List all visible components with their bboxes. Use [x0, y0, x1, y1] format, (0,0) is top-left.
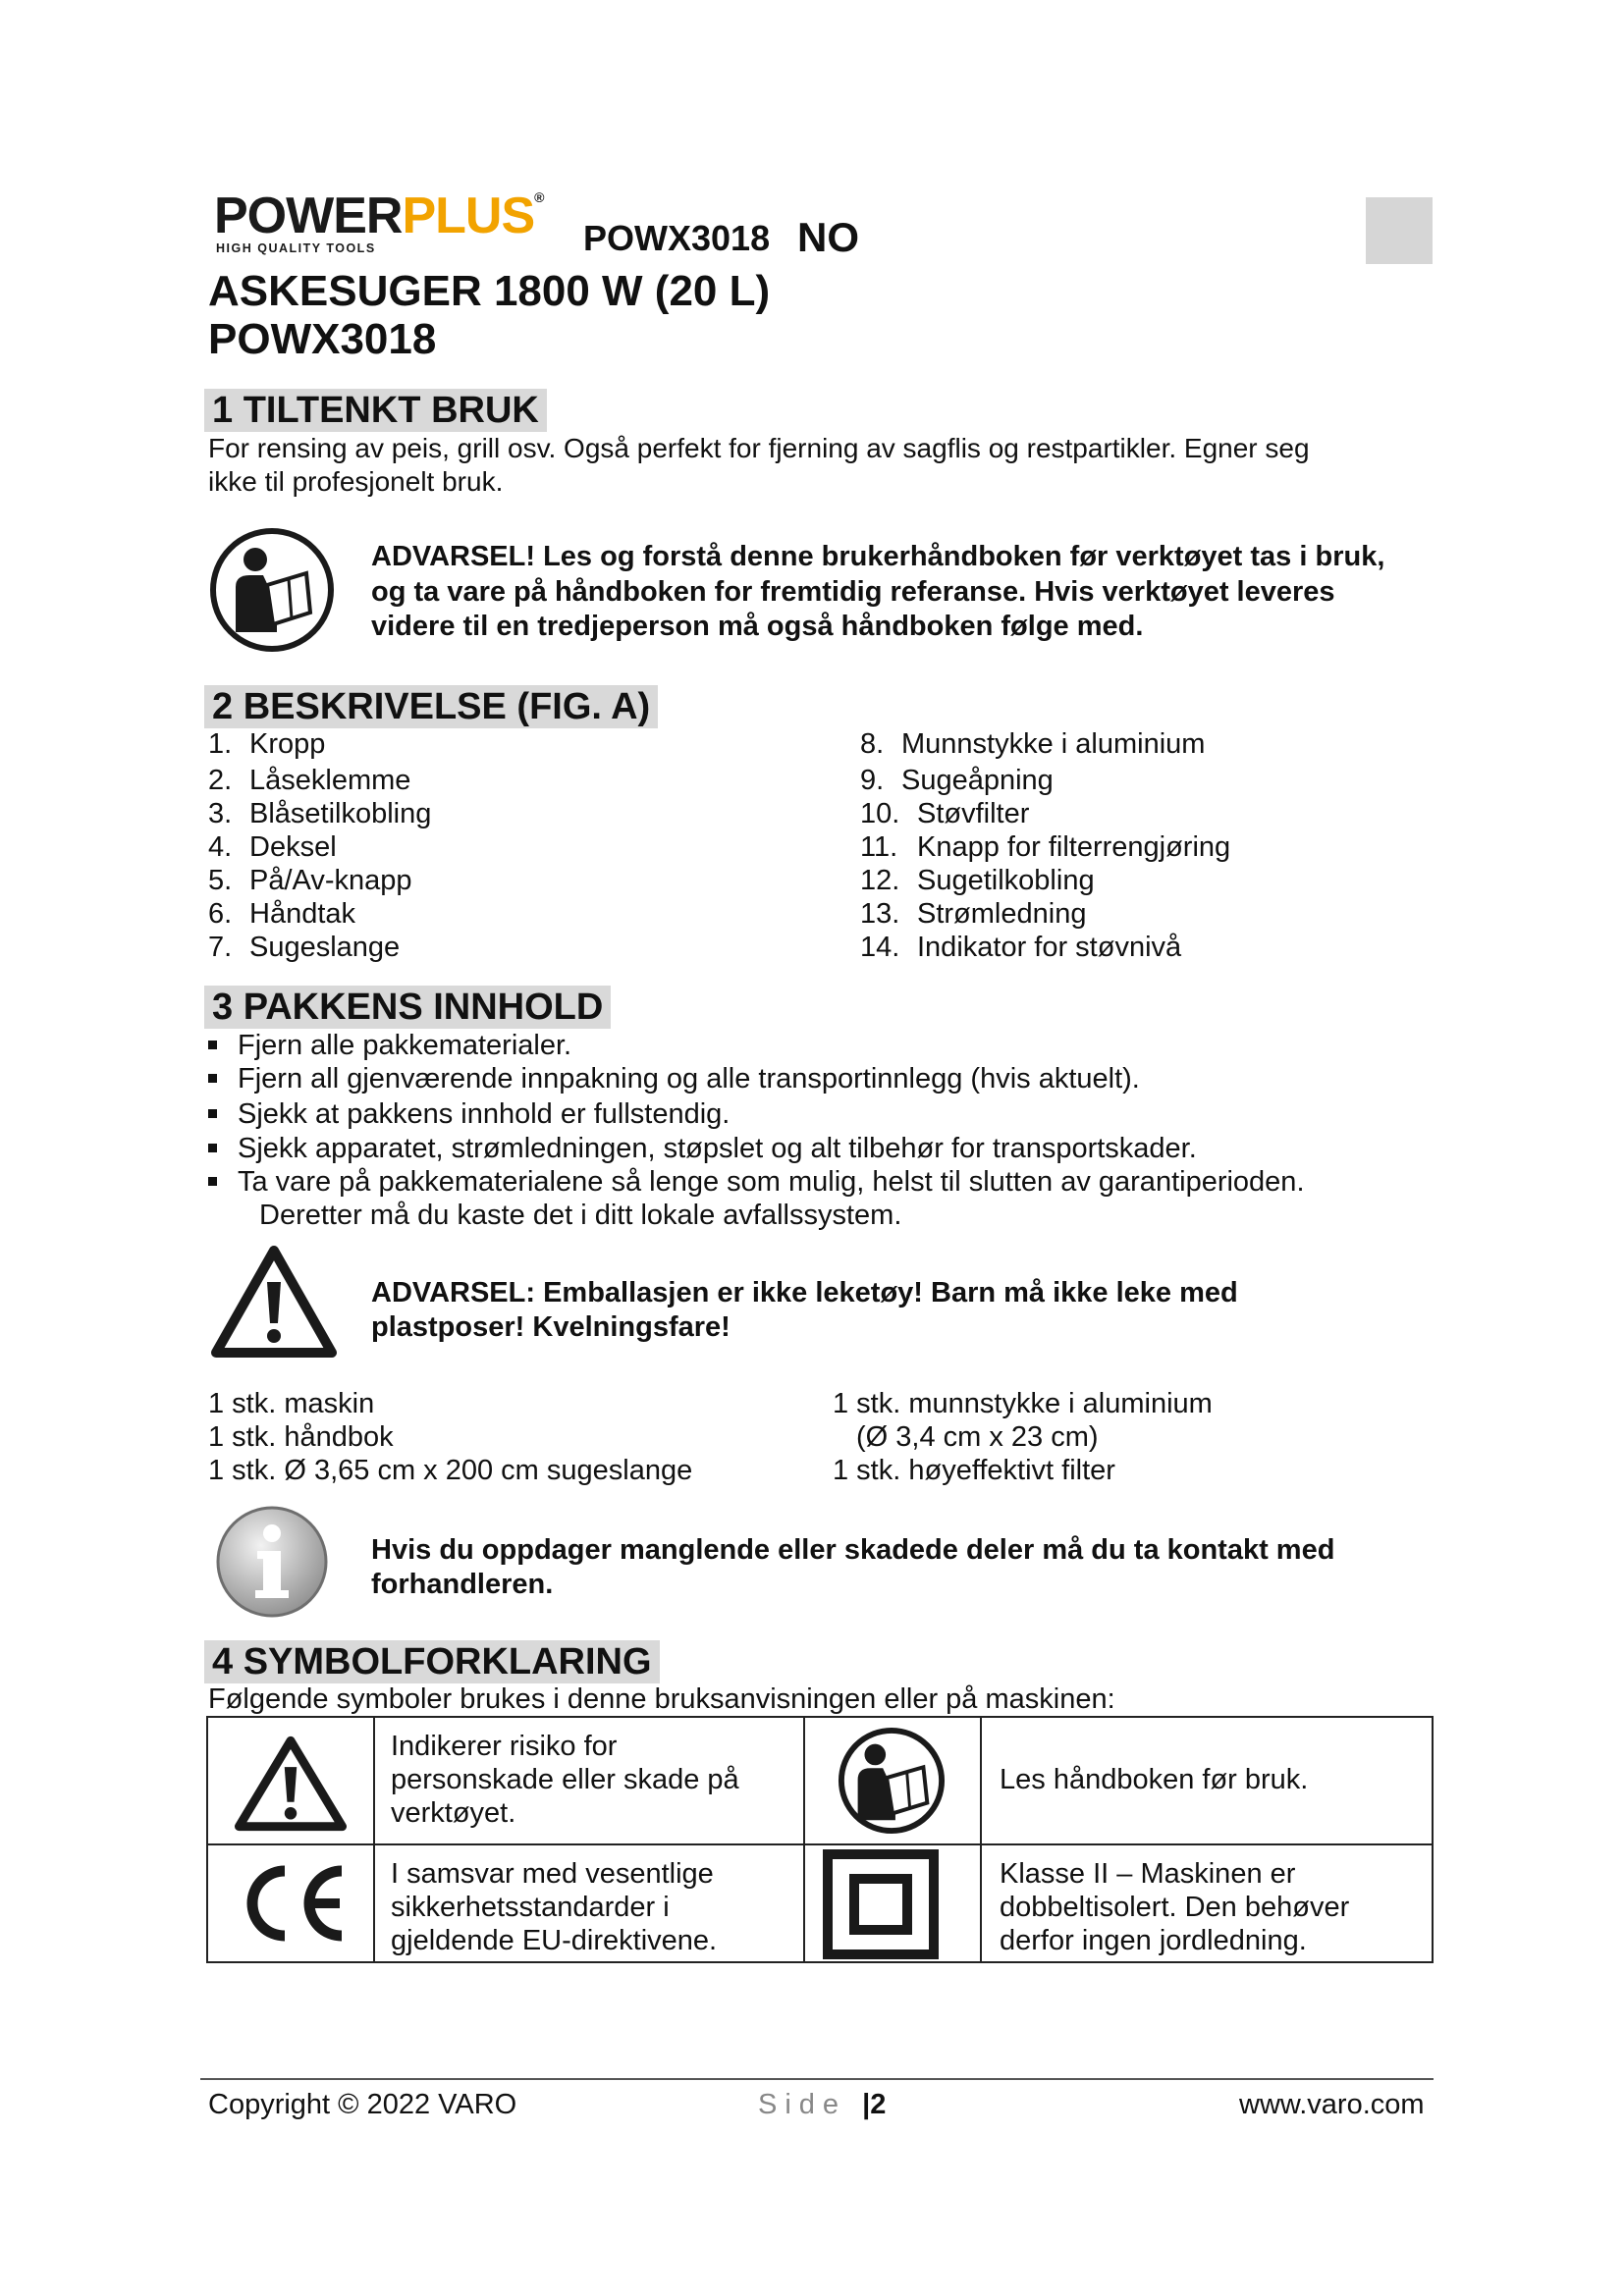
section-heading-symbols: 4 SYMBOLFORKLARING: [204, 1640, 660, 1683]
warning-triangle-icon: [234, 1735, 348, 1832]
bullet-continuation: Deretter må du kaste det i ditt lokale avfallssystem.: [259, 1200, 902, 1231]
manual-reading-icon: [208, 526, 336, 654]
warning-packaging-line: ADVARSEL: Emballasjen er ikke leketøy! Barn må ikke leke med: [371, 1277, 1238, 1308]
list-item: Fjern all gjenværende innpakning og alle transportinnlegg (hvis aktuelt).: [208, 1062, 1140, 1095]
list-item: 6. Håndtak: [208, 898, 356, 930]
logo-power-text: POWER: [214, 187, 403, 244]
section-heading-description: 2 BESKRIVELSE (FIG. A): [204, 685, 658, 728]
page-subtitle-model: POWX3018: [208, 315, 437, 363]
symbol-description: Klasse II – Maskinen er dobbeltisolert. Den behøver derfor ingen jordledning.: [1000, 1858, 1350, 1956]
list-item: 14. Indikator for støvnivå: [860, 932, 1182, 963]
symbol-description: I samsvar med vesentlige sikkerhetsstandarder i gjeldende EU-direktivene.: [391, 1858, 718, 1956]
symbol-description: Les håndboken før bruk.: [1000, 1764, 1309, 1795]
warning-triangle-icon: [210, 1245, 338, 1359]
list-item: 8. Munnstykke i aluminium: [860, 728, 1206, 760]
info-missing-parts-line: Hvis du oppdager manglende eller skadede deler må du ta kontakt med: [371, 1534, 1335, 1566]
list-item: Sjekk at pakkens innhold er fullstendig.: [208, 1097, 730, 1131]
footer-copyright: Copyright © 2022 VARO: [208, 2089, 517, 2120]
header-model-code: POWX3018: [583, 218, 771, 258]
list-item: 3. Blåsetilkobling: [208, 798, 432, 829]
list-item: 1. Kropp: [208, 728, 326, 760]
contents-item: 1 stk. maskin: [208, 1388, 375, 1419]
section-heading-intended-use: 1 TILTENKT BRUK: [204, 389, 547, 432]
powerplus-logo: [214, 187, 568, 257]
warning-read-manual-line: videre til en tredjeperson må også håndboken følge med.: [371, 611, 1144, 642]
info-missing-parts-line: forhandleren.: [371, 1569, 554, 1600]
intended-use-text-line: For rensing av peis, grill osv. Også perfekt for fjerning av sagflis og restpartikler. Egner seg: [208, 433, 1310, 463]
page-title: ASKESUGER 1800 W (20 L): [208, 267, 771, 315]
contents-item: 1 stk. håndbok: [208, 1421, 394, 1453]
warning-packaging-line: plastposer! Kvelningsfare!: [371, 1311, 731, 1343]
contents-item: 1 stk. munnstykke i aluminium: [833, 1388, 1213, 1419]
ce-mark-icon: [234, 1861, 352, 1946]
symbol-table: [206, 1716, 1434, 1963]
footer-website-link[interactable]: www.varo.com: [1239, 2089, 1425, 2120]
info-icon: [214, 1504, 330, 1620]
footer-divider: [200, 2078, 1434, 2080]
list-item: 11. Knapp for filterrengjøring: [860, 831, 1231, 863]
intended-use-text-line: ikke til profesjonelt bruk.: [208, 466, 504, 497]
section-heading-package-contents: 3 PAKKENS INNHOLD: [204, 986, 611, 1029]
list-item: Sjekk apparatet, strømledningen, støpslet og alt tilbehør for transportskader.: [208, 1132, 1197, 1165]
contents-item: (Ø 3,4 cm x 23 cm): [856, 1421, 1099, 1453]
contents-item: 1 stk. høyeffektivt filter: [833, 1455, 1115, 1486]
list-item: 9. Sugeåpning: [860, 765, 1054, 796]
header-language-code: NO: [797, 214, 859, 260]
symbols-intro: Følgende symboler brukes i denne bruksanvisningen eller på maskinen:: [208, 1683, 1115, 1715]
list-item: 12. Sugetilkobling: [860, 865, 1095, 896]
list-item: 13. Strømledning: [860, 898, 1087, 930]
logo-plus-text: PLUS: [402, 187, 535, 244]
logo-tagline: HIGH QUALITY TOOLS: [216, 241, 376, 255]
list-item: 7. Sugeslange: [208, 932, 401, 963]
class-ii-double-insulation-icon: [823, 1849, 939, 1959]
contents-item: 1 stk. Ø 3,65 cm x 200 cm sugeslange: [208, 1455, 693, 1486]
list-item: 2. Låseklemme: [208, 765, 411, 796]
list-item: 5. På/Av-knapp: [208, 865, 412, 896]
list-item: 4. Deksel: [208, 831, 337, 863]
warning-read-manual-line: ADVARSEL! Les og forstå denne brukerhåndboken før verktøyet tas i bruk,: [371, 541, 1385, 572]
warning-read-manual-line: og ta vare på håndboken for fremtidig referanse. Hvis verktøyet leveres: [371, 576, 1335, 608]
list-item: Ta vare på pakkematerialene så lenge som mulig, helst til slutten av garantiperioden.: [208, 1165, 1305, 1199]
logo-registered-mark: ®: [534, 189, 544, 205]
header-grey-box: [1366, 197, 1433, 264]
list-item: 10. Støvfilter: [860, 798, 1030, 829]
symbol-description: Indikerer risiko for personskade eller skade på verktøyet.: [391, 1731, 739, 1829]
footer-page-number: Side |2: [758, 2089, 887, 2120]
manual-reading-icon: [829, 1726, 954, 1836]
list-item: Fjern alle pakkematerialer.: [208, 1029, 571, 1062]
